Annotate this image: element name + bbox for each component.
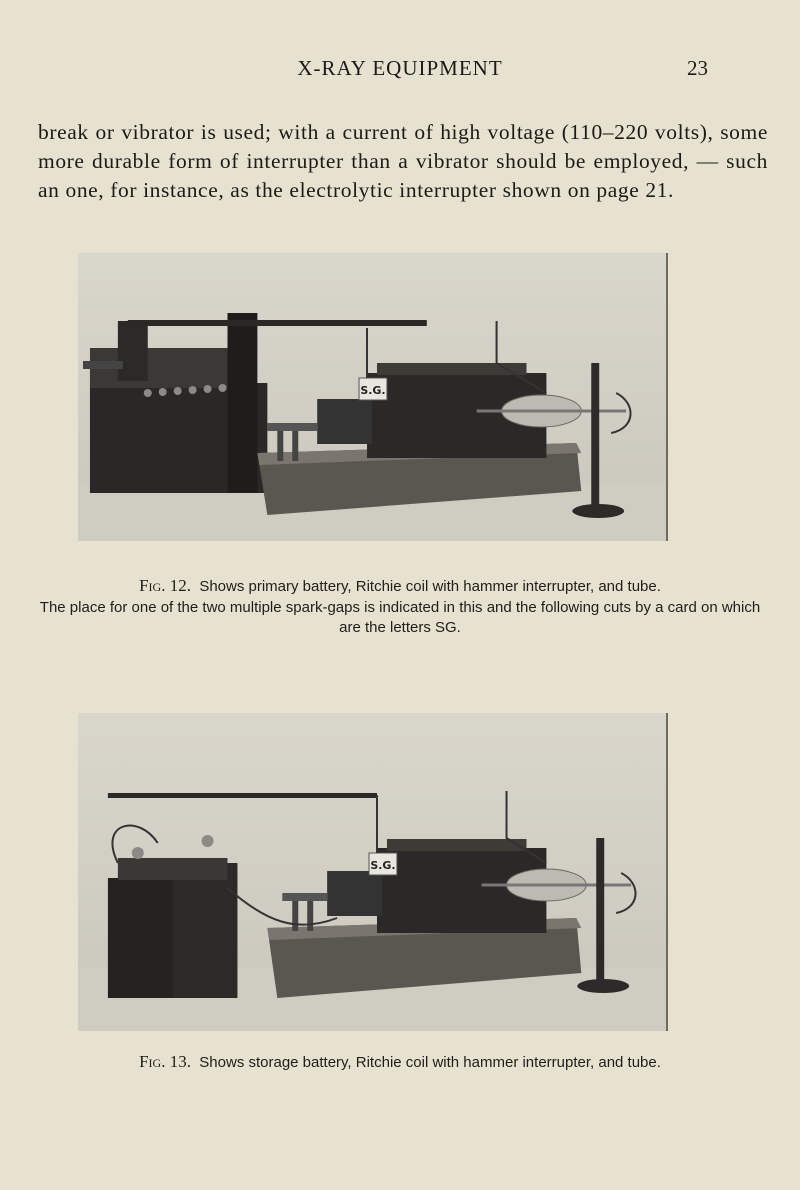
- figure-12-caption-text: Shows primary battery, Ritchie coil with hammer interrupter, and tube.: [199, 578, 661, 595]
- running-title: X-RAY EQUIPMENT: [297, 56, 503, 80]
- figure-13-caption-text: Shows storage battery, Ritchie coil with hammer interrupter, and tube.: [199, 1054, 661, 1071]
- body-paragraph: break or vibrator is used; with a current of high voltage (110–220 volts), some more durable form of interrupter than a vibrator should be employed, — such an one, for instance, as the electrolytic interrupter shown on page 21.: [38, 119, 768, 202]
- figure-13-caption: [0, 1052, 800, 1073]
- figure-12-caption: [0, 576, 800, 597]
- spark-gap-card-label-2: S.G.: [370, 858, 396, 873]
- figure-12-label: Fig. 12.: [139, 576, 191, 595]
- figure-13-label: Fig. 13.: [139, 1052, 191, 1071]
- spark-gap-card-label: S.G.: [360, 383, 386, 398]
- ritchie-coil-illustration-2: [227, 839, 581, 998]
- spark-gap-note: The place for one of the two multiple spark-gaps is indicated in this and the following cuts by a card on which are the letters SG.: [39, 599, 761, 636]
- page-number: 23: [687, 56, 708, 80]
- figure-12-photo: [78, 253, 668, 541]
- figure-13-photo: [78, 713, 668, 1031]
- page-header: [0, 54, 800, 88]
